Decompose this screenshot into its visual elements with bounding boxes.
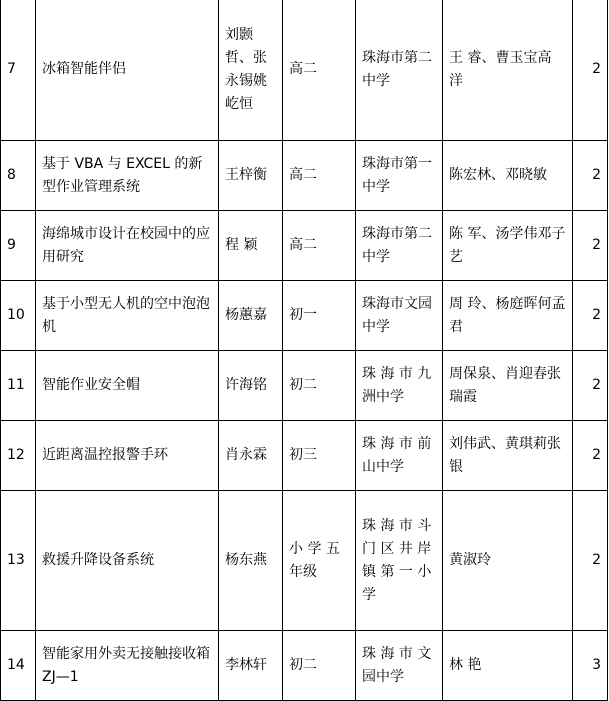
school-name: 珠海市第二中学 — [356, 0, 443, 141]
award-level: 2 — [573, 421, 608, 491]
row-number: 7 — [1, 0, 36, 141]
student-names: 杨东燕 — [219, 491, 283, 631]
advisor-names: 周 玲、杨庭晖何孟君 — [443, 281, 573, 351]
table-row — [1, 281, 608, 351]
row-number: 8 — [1, 141, 36, 211]
advisor-names: 陈宏林、邓晓敏 — [443, 141, 573, 211]
row-number: 13 — [1, 491, 36, 631]
project-title: 智能作业安全帽 — [36, 351, 219, 421]
award-level: 2 — [573, 211, 608, 281]
advisor-names: 王 睿、曹玉宝高 洋 — [443, 0, 573, 141]
grade: 初一 — [283, 281, 356, 351]
table-row — [1, 351, 608, 421]
row-number: 9 — [1, 211, 36, 281]
table-row — [1, 421, 608, 491]
grade: 高二 — [283, 211, 356, 281]
student-names: 王梓衡 — [219, 141, 283, 211]
award-level: 2 — [573, 491, 608, 631]
table-row — [1, 211, 608, 281]
table-row — [1, 631, 608, 701]
grade: 初二 — [283, 631, 356, 701]
row-number: 10 — [1, 281, 36, 351]
school-name: 珠 海 市 前山中学 — [356, 421, 443, 491]
grade: 高二 — [283, 141, 356, 211]
student-names: 李林轩 — [219, 631, 283, 701]
project-title: 智能家用外卖无接触接收箱 ZJ—1 — [36, 631, 219, 701]
school-name: 珠 海 市 文园中学 — [356, 631, 443, 701]
school-name: 珠 海 市 斗门 区 井 岸镇 第 一 小学 — [356, 491, 443, 631]
row-number: 14 — [1, 631, 36, 701]
project-title: 冰箱智能伴侣 — [36, 0, 219, 141]
project-title: 基于小型无人机的空中泡泡机 — [36, 281, 219, 351]
award-level: 2 — [573, 351, 608, 421]
school-name: 珠海市第二中学 — [356, 211, 443, 281]
project-title: 近距离温控报警手环 — [36, 421, 219, 491]
student-names: 杨蕙嘉 — [219, 281, 283, 351]
grade: 高二 — [283, 0, 356, 141]
student-names: 许海铭 — [219, 351, 283, 421]
table-row — [1, 0, 608, 141]
project-title: 海绵城市设计在校园中的应用研究 — [36, 211, 219, 281]
table-row — [1, 491, 608, 631]
school-name: 珠海市第一中学 — [356, 141, 443, 211]
award-level: 2 — [573, 0, 608, 141]
row-number: 11 — [1, 351, 36, 421]
grade: 小 学 五年级 — [283, 491, 356, 631]
award-level: 2 — [573, 141, 608, 211]
award-level: 3 — [573, 631, 608, 701]
advisor-names: 刘伟武、黄琪莉张 银 — [443, 421, 573, 491]
project-title: 救援升降设备系统 — [36, 491, 219, 631]
advisor-names: 林 艳 — [443, 631, 573, 701]
grade: 初二 — [283, 351, 356, 421]
student-names: 肖永霖 — [219, 421, 283, 491]
advisor-names: 陈 军、汤学伟邓子艺 — [443, 211, 573, 281]
grade: 初三 — [283, 421, 356, 491]
advisor-names: 周保泉、肖迎春张瑞霞 — [443, 351, 573, 421]
school-name: 珠 海 市 九洲中学 — [356, 351, 443, 421]
advisor-names: 黄淑玲 — [443, 491, 573, 631]
project-title: 基于 VBA 与 EXCEL 的新型作业管理系统 — [36, 141, 219, 211]
student-names: 刘颢哲、张永锡姚屹恒 — [219, 0, 283, 141]
school-name: 珠海市文园中学 — [356, 281, 443, 351]
student-names: 程 颖 — [219, 211, 283, 281]
award-level: 2 — [573, 281, 608, 351]
row-number: 12 — [1, 421, 36, 491]
table-row — [1, 141, 608, 211]
